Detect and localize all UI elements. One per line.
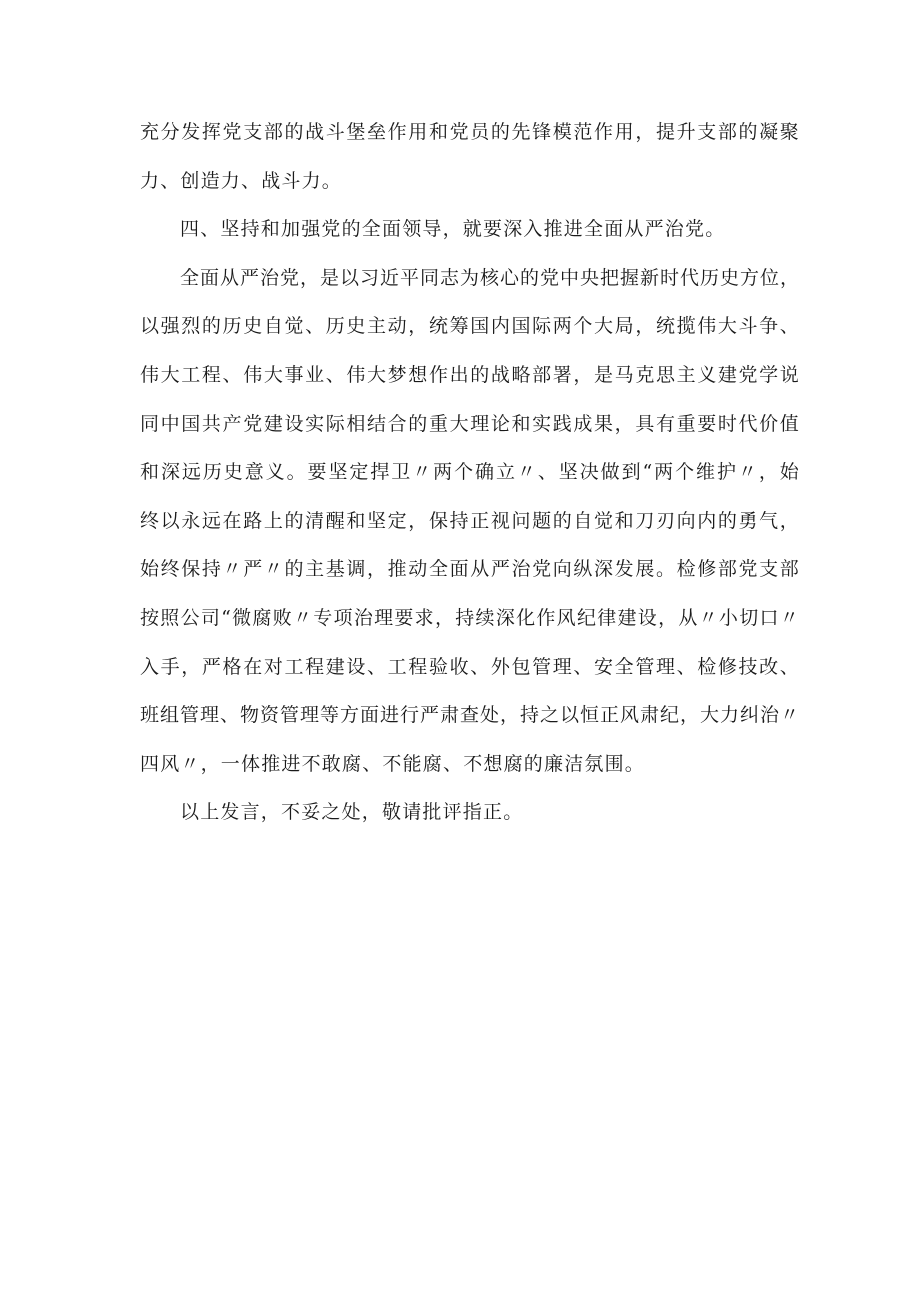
text-line: 四风〃，一体推进不敢腐、不能腐、不想腐的廉洁氛围。 (140, 752, 646, 775)
text-line: 始终保持〃严〃的主基调，推动全面从严治党向纵深发展。检修部党支部 (140, 558, 800, 581)
text-line: 班组管理、物资管理等方面进行严肃查处，持之以恒正风肃纪，大力纠治〃 (140, 704, 801, 727)
text-line: 充分发挥党支部的战斗堡垒作用和党员的先锋模范作用，提升支部的凝聚 (140, 121, 800, 143)
text-line: 入手，严格在对工程建设、工程验收、外包管理、安全管理、检修技改、 (140, 655, 800, 678)
text-line: 伟大工程、伟大事业、伟大梦想作出的战略部署，是马克思主义建党学说 (140, 363, 800, 386)
text-line: 以强烈的历史自觉、历史主动，统筹国内国际两个大局，统揽伟大斗争、 (140, 315, 800, 338)
text-line: 按照公司“微腐败〃专项治理要求，持续深化作风纪律建设，从〃小切口〃 (140, 606, 800, 629)
closing-remark: 以上发言，不妥之处，敬请批评指正。 (180, 801, 524, 824)
text-line: 全面从严治党，是以习近平同志为核心的党中央把握新时代历史方位， (180, 266, 801, 289)
paragraph-main (140, 254, 800, 789)
text-line: 同中国共产党建设实际相结合的重大理论和实践成果，具有重要时代价值 (140, 412, 800, 435)
section-heading: 四、坚持和加强党的全面领导，就要深入推进全面从严治党。 (180, 218, 726, 241)
text-line: 力、创造力、战斗力。 (140, 169, 343, 192)
document-body (140, 108, 800, 837)
text-line: 和深远历史意义。要坚定捍卫〃两个确立〃、坚决做到“两个维护〃，始 (140, 461, 800, 484)
text-line: 终以永远在路上的清醒和坚定，保持正视问题的自觉和刀刃向内的勇气， (140, 509, 800, 532)
paragraph-continuation (140, 108, 800, 205)
